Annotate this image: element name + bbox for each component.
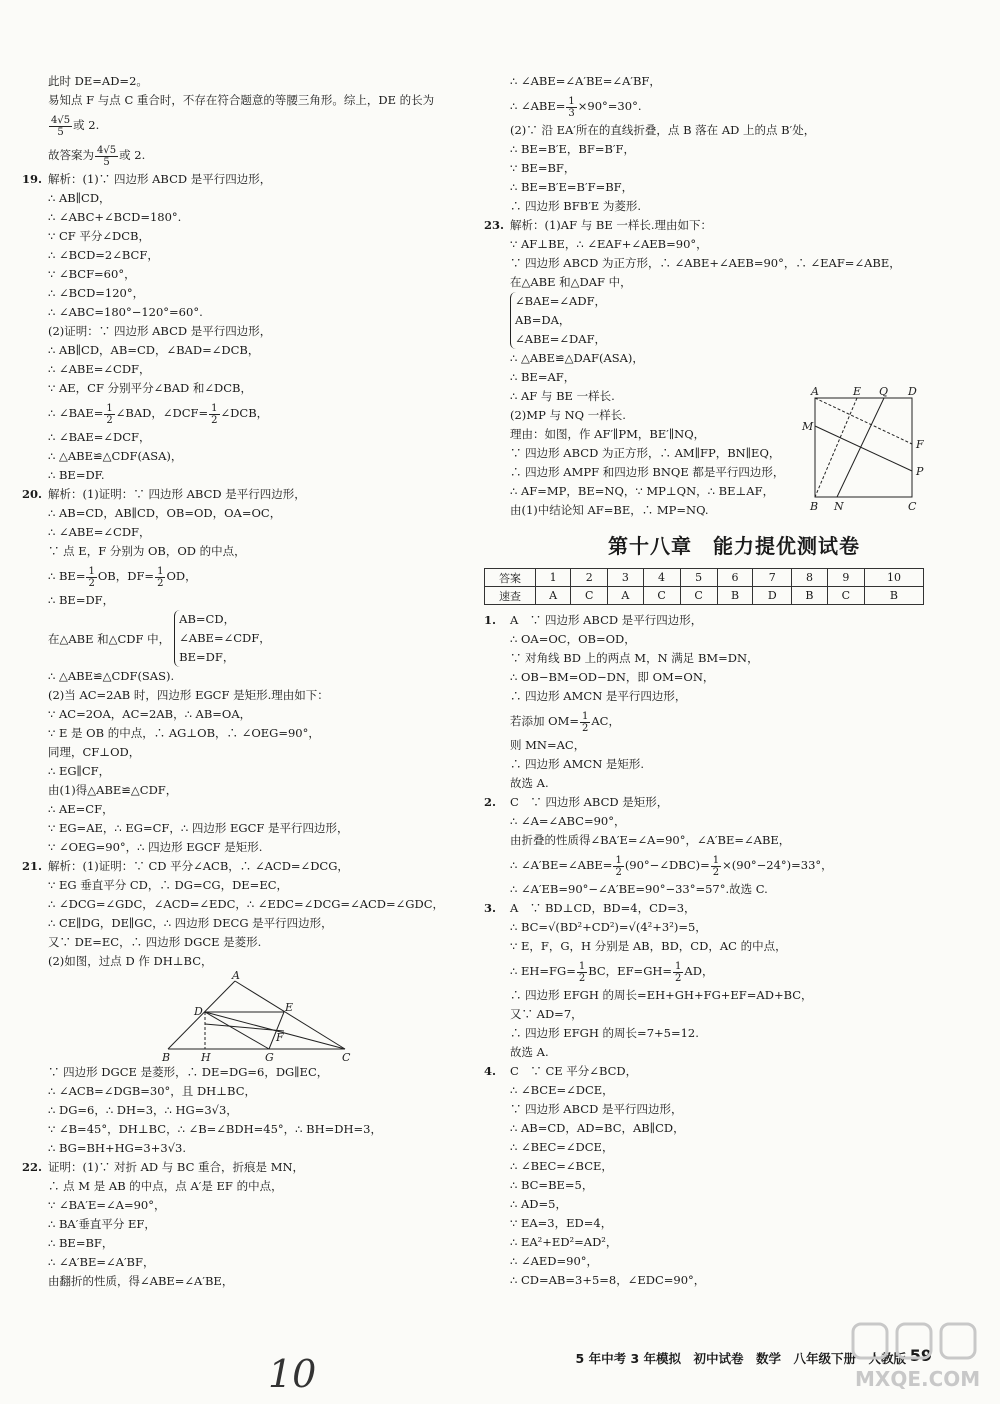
text-line: ∴ ∠ABE=∠A′BE=∠A′BF， bbox=[510, 74, 661, 88]
table-cell: 2 bbox=[571, 569, 608, 587]
equation-system bbox=[484, 292, 984, 349]
text-line: ∵ 四边形 ABCD 是平行四边形， bbox=[510, 1102, 683, 1116]
text-line: 由翻折的性质，得∠ABE=∠A′BE， bbox=[48, 1274, 234, 1288]
label-h: H bbox=[201, 1051, 211, 1063]
text-line: ∵ EG=AE，∴ EG=CF，∴ 四边形 EGCF 是平行四边形， bbox=[48, 821, 349, 835]
text-line: ∴ ∠ABE= $\frac{1}{3}$ ×90°=30°. bbox=[510, 95, 642, 119]
text-line: $\frac{4√5}{5}$ 或 2. bbox=[51, 114, 100, 138]
text-line: ∴ ∠ABE=∠CDF， bbox=[48, 362, 151, 376]
text-line: ∴ △ABE≌△CDF(SAS). bbox=[48, 669, 175, 683]
text-line: ∴ AE=CF， bbox=[48, 802, 114, 816]
text-line: 由折叠的性质得∠BA′E=∠A=90°，∠A′BE=∠ABE， bbox=[510, 833, 791, 847]
text-line: ∴ BE=AF， bbox=[510, 370, 576, 384]
text-line: ∴ BA′垂直平分 EF， bbox=[48, 1217, 156, 1231]
label-m: M bbox=[802, 420, 814, 433]
question-23: 23. 解析：(1)AF 与 BE 一样长.理由如下： bbox=[484, 218, 713, 232]
text-line: ∴ BC=BE=5， bbox=[510, 1178, 594, 1192]
line-df bbox=[205, 1024, 284, 1031]
label-b: B bbox=[810, 500, 819, 513]
text-line: ∴ 四边形 BFB′E 为菱形. bbox=[510, 199, 642, 213]
table-cell: 6 bbox=[717, 569, 753, 587]
text-line: ∵ 点 E，F 分别为 OB，OD 的中点， bbox=[48, 544, 246, 558]
text-line: ∴ ∠BCD=2∠BCF， bbox=[48, 248, 159, 262]
watermark-box bbox=[897, 1324, 931, 1358]
table-cell: D bbox=[753, 587, 792, 605]
text-line: ∴ AB=CD，AD=BC，AB∥CD， bbox=[510, 1121, 685, 1135]
text-line: ∴ EG∥CF， bbox=[48, 764, 111, 778]
handwritten-number: 10 bbox=[268, 1352, 317, 1396]
triangle-diagram bbox=[22, 971, 477, 1063]
label-d: D bbox=[908, 386, 917, 398]
solution-4: 4. C ∵ CE 平分∠BCD， bbox=[484, 1064, 638, 1078]
label-a: A bbox=[232, 971, 240, 982]
answer-table-row bbox=[485, 587, 924, 605]
text-line: (2)∵ 沿 EA′所在的直线折叠，点 B 落在 AD 上的点 B′处， bbox=[510, 123, 816, 137]
label-c: C bbox=[342, 1051, 351, 1063]
text-line: ∴ ∠BCE=∠DCE， bbox=[510, 1083, 614, 1097]
text-line: 由(1)得△ABE≌△CDF， bbox=[48, 783, 178, 797]
text-line: 此时 DE=AD=2。 bbox=[48, 74, 148, 88]
text-line: 又∵ DE=EC，∴ 四边形 DGCE 是菱形. bbox=[48, 935, 262, 949]
equation-system: 在△ABE 和△CDF 中， AB=CD， ∠ABE=∠CDF， BE=DF， bbox=[22, 610, 477, 667]
table-cell: B bbox=[792, 587, 828, 605]
text-line: ∴ BG=BH+HG=3+3√3. bbox=[48, 1141, 186, 1155]
system-line: AB=DA， bbox=[515, 313, 571, 327]
text-line: 理由：如图，作 AF′∥PM，BE′∥NQ， bbox=[510, 427, 706, 441]
fraction: $\frac{1}{2}$ bbox=[712, 854, 720, 878]
answer-table bbox=[484, 568, 924, 605]
text-line: ∴ ∠ACB=∠DGB=30°，且 DH⊥BC， bbox=[48, 1084, 256, 1098]
line-dg bbox=[205, 1012, 269, 1049]
system-line: ∠ABE=∠DAF， bbox=[515, 332, 607, 346]
square-diagram bbox=[799, 386, 929, 516]
text-line: ∴ BC=√(BD²+CD²)=√(4²+3²)=5， bbox=[510, 920, 707, 934]
table-cell: A bbox=[608, 587, 643, 605]
text-line: 在△ABE 和△DAF 中， bbox=[510, 275, 632, 289]
text-line: ∴ EA²+ED²=AD²， bbox=[510, 1235, 618, 1249]
triangle-figure bbox=[22, 971, 477, 1063]
square-abcd bbox=[815, 398, 912, 497]
text-line: ∴ △ABE≌△DAF(ASA)， bbox=[510, 351, 644, 365]
table-cell: 4 bbox=[643, 569, 680, 587]
text-line: ∵ EG 垂直平分 CD，∴ DG=CG，DE=EC， bbox=[48, 878, 289, 892]
line-be bbox=[815, 398, 857, 497]
question-21: 21. 解析：(1)证明：∵ CD 平分∠ACB，∴ ∠ACD=∠DCG， bbox=[22, 859, 349, 873]
text-line: ∵ 四边形 ABCD 为正方形，∴ AM∥FP，BN∥EQ， bbox=[510, 446, 781, 460]
fraction: $\frac{1}{2}$ bbox=[615, 854, 622, 878]
label-a: A bbox=[811, 386, 819, 398]
label-g: G bbox=[265, 1051, 274, 1063]
text-line: (2)证明：∵ 四边形 ABCD 是平行四边形， bbox=[48, 324, 272, 338]
text-line: ∴ AB=CD，AB∥CD，OB=OD，OA=OC， bbox=[48, 506, 282, 520]
text-line: ∴ ∠ABC=180°−120°=60°. bbox=[48, 305, 203, 319]
label-e: E bbox=[285, 1001, 294, 1014]
table-cell: 8 bbox=[792, 569, 828, 587]
label-e: E bbox=[853, 386, 862, 398]
fraction: $\frac{4√5}{5}$ bbox=[51, 114, 71, 138]
text-line: ∴ ∠BAE= $\frac{1}{2}$ ∠BAD，∠DCF= $\frac{1}{2}$ ∠DCB， bbox=[48, 402, 269, 426]
text-line: ∵ ∠OEG=90°，∴ 四边形 EGCF 是矩形. bbox=[48, 840, 263, 854]
question-20: 20. 解析：(1)证明：∵ 四边形 ABCD 是平行四边形， bbox=[22, 487, 306, 501]
text-line: ∴ OA=OC，OB=OD， bbox=[510, 632, 636, 646]
label-f: F bbox=[916, 438, 924, 451]
text-line: ∵ ∠BCF=60°， bbox=[48, 267, 136, 281]
text-line: ∴ ∠DCG=∠GDC，∠ACD=∠EDC，∴ ∠EDC=∠DCG=∠ACD=∠GDC， bbox=[48, 897, 445, 911]
text-line: ∴ 四边形 AMCN 是矩形. bbox=[510, 757, 645, 771]
text-line: ∴ AF=MP，BE=NQ，∵ MP⊥QN，∴ BE⊥AF， bbox=[510, 484, 775, 498]
system-line: BE=DF， bbox=[179, 650, 235, 664]
label-q: Q bbox=[879, 386, 889, 398]
watermark-box bbox=[853, 1324, 887, 1358]
text-line: ∵ AE，CF 分别平分∠BAD 和∠DCB， bbox=[48, 381, 252, 395]
text-line: ∴ ∠BEC=∠DCE， bbox=[510, 1140, 614, 1154]
text-line: 故选 A. bbox=[510, 776, 549, 790]
table-cell: 3 bbox=[608, 569, 643, 587]
watermark-logo bbox=[845, 1318, 995, 1398]
text-line: ∴ ∠A=∠ABC=90°， bbox=[510, 814, 626, 828]
system-line: ∠BAE=∠ADF， bbox=[515, 294, 607, 308]
text-line: 同理，CF⊥OD， bbox=[48, 745, 141, 759]
text-line: 又∵ AD=7， bbox=[510, 1007, 583, 1021]
table-cell: 7 bbox=[753, 569, 792, 587]
footer-text: 5 年中考 3 年模拟 初中试卷 数学 八年级下册 人教版 bbox=[575, 1351, 906, 1366]
watermark-text: MXQE.COM bbox=[855, 1367, 981, 1391]
label-n: N bbox=[834, 500, 844, 513]
fraction: $\frac{4√5}{5}$ bbox=[97, 144, 117, 168]
label-f: F bbox=[276, 1031, 284, 1044]
text-line: ∵ 对角线 BD 上的两点 M，N 满足 BM=DN， bbox=[510, 651, 759, 665]
text-line: ∵ E，F，G，H 分别是 AB，BD，CD，AC 的中点， bbox=[510, 939, 787, 953]
text-line: 由(1)中结论知 AF=BE，∴ MP=NQ. bbox=[510, 503, 709, 517]
solution-2: 2. C ∵ 四边形 ABCD 是矩形， bbox=[484, 795, 669, 809]
system-line: AB=CD， bbox=[179, 612, 236, 626]
text-line: 易知点 F 与点 C 重合时，不存在符合题意的等腰三角形。综上，DE 的长为 bbox=[48, 93, 435, 107]
fraction: $\frac{1}{2}$ bbox=[211, 402, 218, 426]
text-line: ∴ 四边形 EFGH 的周长=EH+GH+FG+EF=AD+BC， bbox=[510, 988, 813, 1002]
label-d: D bbox=[194, 1005, 203, 1018]
chapter-title: 第十八章 能力提优测试卷 bbox=[608, 534, 860, 558]
table-header-cell: 答案 bbox=[485, 569, 536, 587]
text-line: ∴ AF 与 BE 一样长. bbox=[510, 389, 615, 403]
table-cell: A bbox=[536, 587, 571, 605]
text-line: ∴ ∠A′BE=∠ABE= $\frac{1}{2}$ (90°−∠DBC)= $\frac{1}{2}$ ×(90°−24°)=33°， bbox=[510, 854, 833, 878]
table-cell: 5 bbox=[680, 569, 717, 587]
text-line: ∴ BE=B′E，BF=B′F， bbox=[510, 142, 636, 156]
text-line: ∴ 四边形 AMPF 和四边形 BNQE 都是平行四边形， bbox=[510, 465, 785, 479]
text-line: ∴ CD=AB=3+5=8，∠EDC=90°， bbox=[510, 1273, 706, 1287]
text-line: ∴ OB−BM=OD−DN，即 OM=ON， bbox=[510, 670, 715, 684]
label-c: C bbox=[908, 500, 917, 513]
table-cell: B bbox=[717, 587, 753, 605]
text-line: ∴ AB∥CD， bbox=[48, 191, 111, 205]
text-line: (2)如图，过点 D 作 DH⊥BC， bbox=[48, 954, 213, 968]
question-22: 22. 证明：(1)∵ 对折 AD 与 BC 重合，折痕是 MN， bbox=[22, 1160, 305, 1174]
table-cell: 9 bbox=[827, 569, 864, 587]
text-line: ∴ BE= $\frac{1}{2}$ OB，DF= $\frac{1}{2}$ OD， bbox=[48, 565, 197, 589]
text-line: ∴ 点 M 是 AB 的中点，点 A′是 EF 的中点， bbox=[48, 1179, 283, 1193]
text-line: ∴ 四边形 EFGH 的周长=7+5=12. bbox=[510, 1026, 699, 1040]
table-cell: 10 bbox=[864, 569, 923, 587]
text-line: ∴ BE=DF. bbox=[48, 468, 105, 482]
text-line: ∴ ∠ABC+∠BCD=180°. bbox=[48, 210, 182, 224]
text-line: ∵ 四边形 ABCD 为正方形，∴ ∠ABE+∠AEB=90°，∴ ∠EAF=∠ABE， bbox=[510, 256, 901, 270]
text-line: ∵ ∠BA′E=∠A=90°， bbox=[48, 1198, 166, 1212]
text-line: ∴ ∠A′BE=∠A′BF， bbox=[48, 1255, 155, 1269]
watermark-box bbox=[941, 1324, 975, 1358]
text-line: ∴ 四边形 AMCN 是平行四边形， bbox=[510, 689, 687, 703]
table-cell: C bbox=[571, 587, 608, 605]
text-line: ∴ ∠BCD=120°， bbox=[48, 286, 145, 300]
text-line: ∴ CE∥DG，DE∥GC，∴ 四边形 DECG 是平行四边形， bbox=[48, 916, 333, 930]
question-23-block bbox=[484, 216, 984, 520]
text-line: ∴ ∠AED=90°， bbox=[510, 1254, 599, 1268]
text-line: ∵ AF⊥BE，∴ ∠EAF+∠AEB=90°， bbox=[510, 237, 708, 251]
table-cell: B bbox=[864, 587, 923, 605]
text-line: (2)MP 与 NQ 一样长. bbox=[510, 408, 626, 422]
answer-table-header-row bbox=[485, 569, 924, 587]
text-line: ∴ BE=BF， bbox=[48, 1236, 114, 1250]
text-line: 若添加 OM= $\frac{1}{2}$ AC， bbox=[510, 710, 620, 734]
text-line: ∴ EH=FG= $\frac{1}{2}$ BC，EF=GH= $\frac{1}{2}$ AD， bbox=[510, 960, 714, 984]
text-line: ∴ ∠A′EB=90°−∠A′BE=90°−33°=57°.故选 C. bbox=[510, 882, 768, 896]
fraction: $\frac{1}{3}$ bbox=[568, 95, 575, 119]
text-line: ∵ EA=3，ED=4， bbox=[510, 1216, 613, 1230]
right-column bbox=[484, 72, 984, 1290]
page-number: 59 bbox=[909, 1346, 932, 1365]
text-line: ∵ AC=2OA，AC=2AB，∴ AB=OA， bbox=[48, 707, 252, 721]
text-line: 故选 A. bbox=[510, 1045, 549, 1059]
text-line: ∴ ∠ABE=∠CDF， bbox=[48, 525, 151, 539]
text-line: ∵ BE=BF， bbox=[510, 161, 576, 175]
system-line: ∠ABE=∠CDF， bbox=[179, 631, 271, 645]
text-line: 故答案为 $\frac{4√5}{5}$ 或 2. bbox=[48, 144, 146, 168]
table-cell: 1 bbox=[536, 569, 571, 587]
text-line: ∴ BE=DF， bbox=[48, 593, 115, 607]
fraction: $\frac{1}{2}$ bbox=[578, 960, 586, 984]
text-line: ∴ △ABE≌△CDF(ASA)， bbox=[48, 449, 183, 463]
fraction: $\frac{1}{2}$ bbox=[675, 960, 682, 984]
solution-1: 1. A ∵ 四边形 ABCD 是平行四边形， bbox=[484, 613, 703, 627]
text-line: ∴ ∠BEC=∠BCE， bbox=[510, 1159, 613, 1173]
text-line: ∵ 四边形 DGCE 是菱形，∴ DE=DG=6，DG∥EC， bbox=[48, 1065, 329, 1079]
text-line: ∴ AB∥CD，AB=CD，∠BAD=∠DCB， bbox=[48, 343, 260, 357]
text-line: ∵ CF 平分∠DCB， bbox=[48, 229, 151, 243]
table-header-cell: 速查 bbox=[485, 587, 536, 605]
left-column bbox=[22, 72, 477, 1291]
question-19: 19. 解析：(1)∵ 四边形 ABCD 是平行四边形， bbox=[22, 172, 272, 186]
text-line: ∵ E 是 OB 的中点，∴ AG⊥OB，∴ ∠OEG=90°， bbox=[48, 726, 320, 740]
fraction: $\frac{1}{2}$ bbox=[582, 710, 589, 734]
text-line: ∴ AD=5， bbox=[510, 1197, 567, 1211]
table-cell: C bbox=[680, 587, 717, 605]
text-line: ∵ ∠B=45°，DH⊥BC，∴ ∠B=∠BDH=45°，∴ BH=DH=3， bbox=[48, 1122, 382, 1136]
line-mp bbox=[815, 426, 912, 471]
label-p: P bbox=[916, 465, 924, 478]
text-line: ∴ DG=6，∴ DH=3，∴ HG=3√3， bbox=[48, 1103, 238, 1117]
text-line: (2)当 AC=2AB 时，四边形 EGCF 是矩形.理由如下： bbox=[48, 688, 329, 702]
fraction: $\frac{1}{2}$ bbox=[88, 565, 95, 589]
solution-3: 3. A ∵ BD⊥CD，BD=4，CD=3， bbox=[484, 901, 696, 915]
text-line: ∴ BE=B′E=B′F=BF， bbox=[510, 180, 634, 194]
fraction: $\frac{1}{2}$ bbox=[157, 565, 164, 589]
table-cell: C bbox=[643, 587, 680, 605]
label-b: B bbox=[162, 1051, 171, 1063]
fraction: $\frac{1}{2}$ bbox=[106, 402, 113, 426]
text-line: 则 MN=AC， bbox=[510, 738, 586, 752]
line-af bbox=[815, 398, 912, 444]
text-line: ∴ ∠BAE=∠DCF， bbox=[48, 430, 151, 444]
table-cell: C bbox=[827, 587, 864, 605]
